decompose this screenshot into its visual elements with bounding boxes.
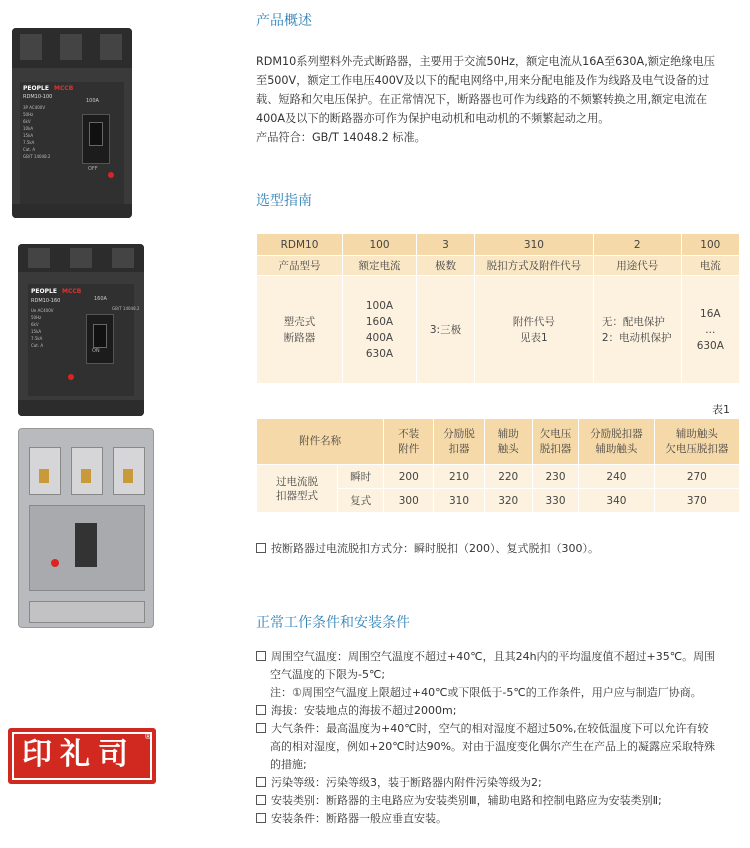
row-name: 复式 xyxy=(338,489,384,513)
test-button xyxy=(108,172,114,178)
value-cell: 塑壳式 断路器 xyxy=(257,276,343,384)
value-cell: 附件代号 见表1 xyxy=(474,276,593,384)
conditions-list: 周围空气温度：周围空气温度不超过+40℃，且其24h内的平均温度值不超过+35℃。周围 空气温度的下限为-5℃; 注：①周围空气温度上限超过+40℃或下限低于-5℃的工作条件，用户应与制造厂协商。 海拔：安装地点的海拔不超过2000m; 大气条件：最高温度为+40℃时，空气的相对湿度不超过50%,在较低温度下可以允许有较 高的相对湿度，例如+20℃时达90%。对由于温度变化偶尔产生在产品上的凝露应采取特殊 的措施; 污染等级：污染等级3，装于断路器内附件污染等级为2; 安装类别：断路器的主电路应为安装类别Ⅲ，辅助电路和控制电路应为安装类别Ⅱ; 安装条件：断路器一般应垂直安装。 xyxy=(256,648,744,828)
header-cell: 不装 附件 xyxy=(384,419,434,465)
rating-label: 100A xyxy=(86,98,99,104)
header-cell: 极数 xyxy=(416,256,474,276)
selection-title: 选型指南 xyxy=(256,193,312,209)
spec-text: 3P AC400V 50Hz 6kV 10kA 15kA 7.5kA Cat. A GB/T 14048.2 xyxy=(23,105,51,159)
checkbox-icon xyxy=(256,705,266,715)
code-cell: 310 xyxy=(474,234,593,256)
brand-label: PEOPLE xyxy=(23,85,49,92)
header-cell: 欠电压 脱扣器 xyxy=(532,419,578,465)
standard-text: 产品符合：GB/T 14048.2 标准。 xyxy=(256,131,426,144)
trip-note: 按断路器过电流脱扣方式分：瞬时脱扣（200）、复式脱扣（300）。 xyxy=(256,540,744,558)
selection-table xyxy=(256,233,740,384)
row-name: 瞬时 xyxy=(338,465,384,489)
header-cell: 额定电流 xyxy=(342,256,416,276)
value-cell: 无：配电保护 2：电动机保护 xyxy=(593,276,681,384)
value-cell: 100A 160A 400A 630A xyxy=(342,276,416,384)
value-cell: 270 xyxy=(654,465,739,489)
conditions-title: 正常工作条件和安装条件 xyxy=(256,615,410,631)
checkbox-icon xyxy=(256,723,266,733)
value-cell: 230 xyxy=(532,465,578,489)
row-label: 过电流脱 扣器型式 xyxy=(257,465,338,513)
header-cell: 辅助 触头 xyxy=(484,419,532,465)
overview-text: RDM10系列塑料外壳式断路器，主要用于交流50Hz，额定电流从16A至630A,额定绝缘电压 至500V，额定工作电压400V及以下的配电网络中,用来分配电能及作为线路及电气设备的过 载、短路和欠电压保护。在正常情况下，断路器也可作为线路的不频繁转换之用,额定电流在 400A及以下的断路器亦可作为保护电动机和电动机的不频繁起动之用。 产品符合：GB/T 14048.2 标准。 xyxy=(256,52,741,147)
value-cell: 300 xyxy=(384,489,434,513)
code-cell: 2 xyxy=(593,234,681,256)
overview-title: 产品概述 xyxy=(256,13,312,29)
value-cell: 310 xyxy=(434,489,484,513)
header-cell: 分励脱 扣器 xyxy=(434,419,484,465)
checkbox-icon xyxy=(256,795,266,805)
code-cell: 3 xyxy=(416,234,474,256)
checkbox-icon xyxy=(256,543,266,553)
brand-stamp-logo: 印礼司 ® xyxy=(8,728,156,784)
value-cell: 340 xyxy=(579,489,655,513)
condition-atmosphere: 大气条件：最高温度为+40℃时，空气的相对湿度不超过50%,在较低温度下可以允许有较 xyxy=(256,720,744,738)
header-cell: 产品型号 xyxy=(257,256,343,276)
condition-mount: 安装条件：断路器一般应垂直安装。 xyxy=(256,810,744,828)
product-image-1: PEOPLE MCCB RDM10-100 3P AC400V 50Hz 6kV 10kA 15kA 7.5kA Cat. A GB/T 14048.2 100A OFF xyxy=(12,28,132,218)
value-cell: 370 xyxy=(654,489,739,513)
table1-caption: 表1 xyxy=(712,403,730,416)
header-cell: 分励脱扣器 辅助触头 xyxy=(579,419,655,465)
value-cell: 16A ... 630A xyxy=(681,276,739,384)
value-cell: 210 xyxy=(434,465,484,489)
value-cell: 3:三极 xyxy=(416,276,474,384)
code-cell: 100 xyxy=(681,234,739,256)
header-cell: 用途代号 xyxy=(593,256,681,276)
checkbox-icon xyxy=(256,813,266,823)
header-cell: 脱扣方式及附件代号 xyxy=(474,256,593,276)
value-cell: 320 xyxy=(484,489,532,513)
code-cell: RDM10 xyxy=(257,234,343,256)
header-cell: 辅助触头 欠电压脱扣器 xyxy=(654,419,739,465)
code-cell: 100 xyxy=(342,234,416,256)
test-button xyxy=(68,374,74,380)
product-image-2: PEOPLE MCCB RDM10-160 Ue AC400V 50Hz 6kV 15kA 7.5kA Cat. A 160A GB/T 14048.2 ON xyxy=(18,244,144,416)
condition-altitude: 海拔：安装地点的海拔不超过2000m; xyxy=(256,702,744,720)
value-cell: 200 xyxy=(384,465,434,489)
condition-pollution: 污染等级：污染等级3，装于断路器内附件污染等级为2; xyxy=(256,774,744,792)
header-cell: 附件名称 xyxy=(257,419,384,465)
checkbox-icon xyxy=(256,651,266,661)
condition-category: 安装类别：断路器的主电路应为安装类别Ⅲ，辅助电路和控制电路应为安装类别Ⅱ; xyxy=(256,792,744,810)
value-cell: 330 xyxy=(532,489,578,513)
value-cell: 240 xyxy=(579,465,655,489)
condition-temperature: 周围空气温度：周围空气温度不超过+40℃，且其24h内的平均温度值不超过+35℃。周围 xyxy=(256,648,744,666)
handle xyxy=(75,523,97,567)
accessory-table xyxy=(256,418,740,513)
checkbox-icon xyxy=(256,777,266,787)
product-image-3 xyxy=(18,428,154,628)
header-cell: 电流 xyxy=(681,256,739,276)
condition-note: 注：①周围空气温度上限超过+40℃或下限低于-5℃的工作条件，用户应与制造厂协商。 xyxy=(270,686,702,699)
model-label: RDM10-100 xyxy=(23,94,53,100)
value-cell: 220 xyxy=(484,465,532,489)
